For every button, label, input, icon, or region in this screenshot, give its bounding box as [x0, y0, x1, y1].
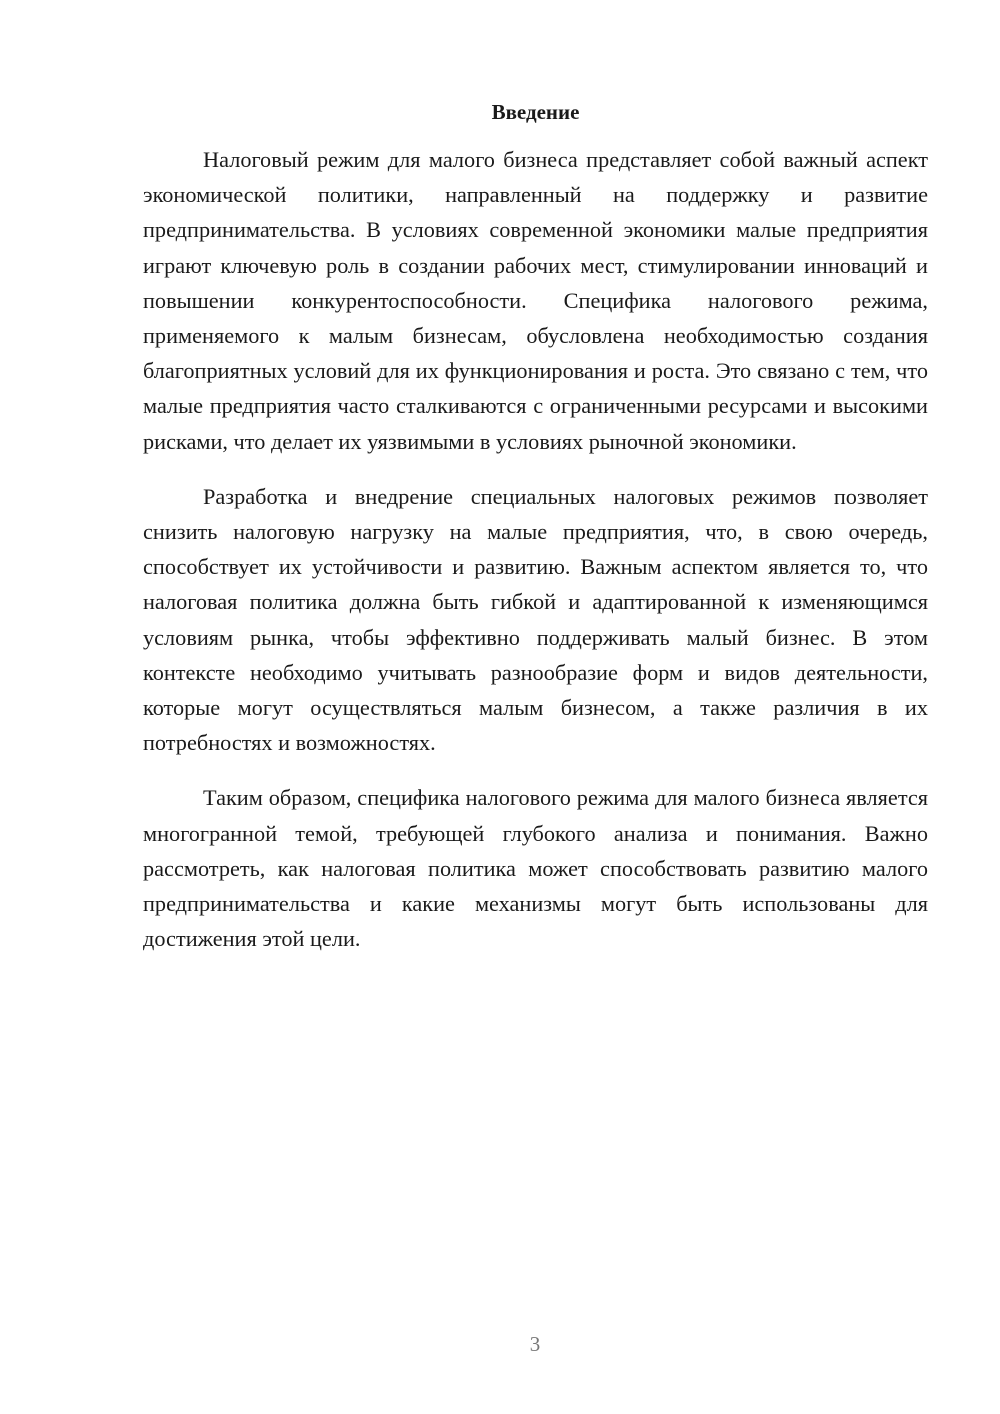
section-heading: Введение [491, 100, 580, 124]
body-text [143, 142, 928, 976]
paragraph-1: Налоговый режим для малого бизнеса представляет собой важный аспект экономической политики, направленный на поддержку и развитие предпринимательства. В условиях современной экономики малые предприятия играют ключевую роль в создании рабочих мест, стимулировании инноваций и повышении конкурентоспособности. Специфика налогового режима, применяемого к малым бизнесам, обусловлена необходимостью создания благоприятных условий для их функционирования и роста. Это связано с тем, что малые предприятия часто сталкиваются с ограниченными ресурсами и высокими рисками, что делает их уязвимыми в условиях рыночной экономики. [143, 147, 928, 454]
paragraph-3: Таким образом, специфика налогового режима для малого бизнеса является многогранной темой, требующей глубокого анализа и понимания. Важно рассмотреть, как налоговая политика может способствовать развитию малого предпринимательства и какие механизмы могут быть использованы для достижения этой цели. [143, 785, 928, 952]
page-number: 3 [529, 1332, 541, 1356]
paragraph-2: Разработка и внедрение специальных налоговых режимов позволяет снизить налоговую нагрузку на малые предприятия, что, в свою очередь, способствует их устойчивости и развитию. Важным аспектом является то, что налоговая политика должна быть гибкой и адаптированной к изменяющимся условиям рынка, чтобы эффективно поддерживать малый бизнес. В этом контексте необходимо учитывать разнообразие форм и видов деятельности, которые могут осуществляться малым бизнесом, а также различия в их потребностях и возможностях. [143, 483, 928, 756]
